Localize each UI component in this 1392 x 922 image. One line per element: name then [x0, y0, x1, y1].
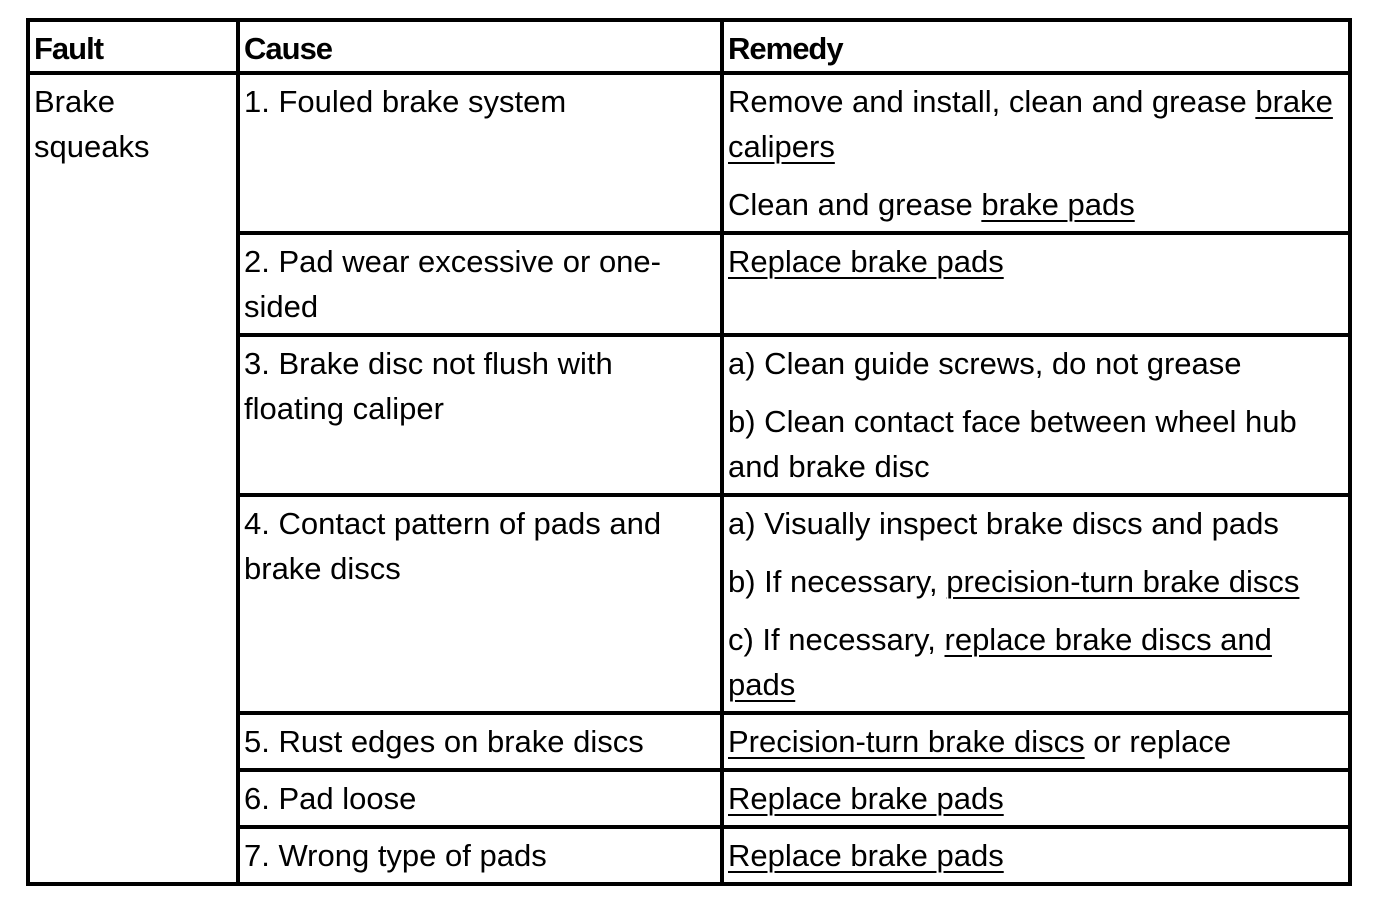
remedy-link-precision-turn-brake-discs[interactable]: Precision-turn brake discs — [728, 724, 1085, 759]
remedy-line — [728, 719, 1344, 764]
remedy-link-replace-brake-pads[interactable]: Replace brake pads — [728, 244, 1004, 279]
remedy-line: a) Visually inspect brake discs and pads — [728, 506, 1279, 541]
remedy-link-brake-calipers[interactable]: brake calipers — [728, 84, 1333, 164]
table-row — [28, 73, 1350, 233]
remedy-line — [728, 617, 1344, 707]
cause-cell: 2. Pad wear excessive or one-sided — [238, 233, 722, 335]
remedy-link-brake-pads[interactable]: brake pads — [981, 187, 1135, 222]
cause-cell: 3. Brake disc not flush with floating caliper — [238, 335, 722, 495]
header-fault: Fault — [28, 20, 238, 73]
remedy-link-replace-brake-pads[interactable]: Replace brake pads — [728, 838, 1004, 873]
header-remedy: Remedy — [722, 20, 1350, 73]
remedy-text: Remove and install, clean and grease — [728, 84, 1256, 119]
fault-table — [26, 18, 1352, 886]
remedy-link-replace-brake-discs-and-pads[interactable]: replace brake discs and pads — [728, 622, 1272, 702]
cause-cell: 5. Rust edges on brake discs — [238, 713, 722, 770]
cause-cell: 6. Pad loose — [238, 770, 722, 827]
remedy-cell — [722, 73, 1350, 233]
table-header-row — [28, 20, 1350, 73]
remedy-cell — [722, 495, 1350, 713]
remedy-line — [728, 559, 1344, 604]
remedy-line — [728, 182, 1344, 227]
remedy-cell — [722, 713, 1350, 770]
header-cause: Cause — [238, 20, 722, 73]
remedy-line — [728, 776, 1344, 821]
remedy-text: or replace — [1084, 724, 1232, 759]
remedy-cell — [722, 233, 1350, 335]
remedy-line — [728, 239, 1344, 284]
remedy-text: b) If necessary, — [728, 564, 947, 599]
cause-cell: 4. Contact pattern of pads and brake discs — [238, 495, 722, 713]
fault-cell: Brake squeaks — [28, 73, 238, 884]
remedy-text: Clean and grease — [728, 187, 982, 222]
remedy-line — [728, 833, 1344, 878]
remedy-text: c) If necessary, — [728, 622, 945, 657]
remedy-cell — [722, 770, 1350, 827]
remedy-line: b) Clean contact face between wheel hub and brake disc — [728, 404, 1297, 484]
remedy-cell — [722, 827, 1350, 884]
remedy-cell — [722, 335, 1350, 495]
remedy-line: a) Clean guide screws, do not grease — [728, 346, 1242, 381]
remedy-link-replace-brake-pads[interactable]: Replace brake pads — [728, 781, 1004, 816]
cause-cell: 1. Fouled brake system — [238, 73, 722, 233]
cause-cell: 7. Wrong type of pads — [238, 827, 722, 884]
remedy-line — [728, 79, 1344, 169]
remedy-link-precision-turn-brake-discs[interactable]: precision-turn brake discs — [946, 564, 1300, 599]
